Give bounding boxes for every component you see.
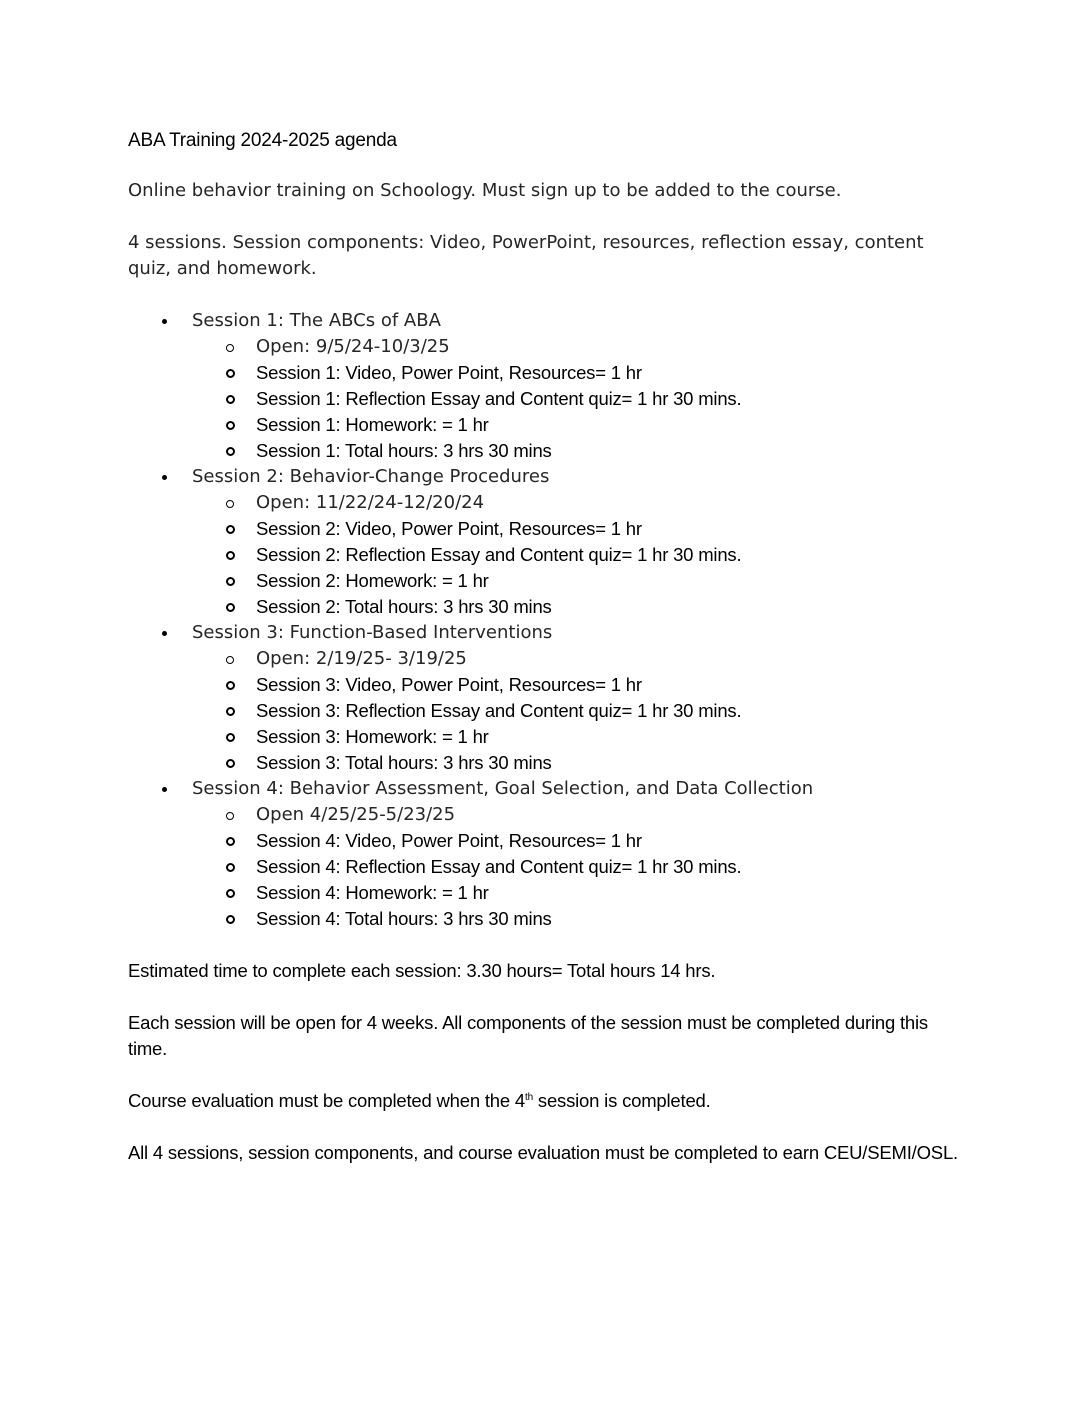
session-heading-text: Session 2: Behavior-Change Procedures [192, 466, 550, 487]
document-page [128, 126, 968, 1166]
circle-bullet-icon [226, 395, 235, 404]
session-item [256, 724, 968, 750]
circle-bullet-icon [226, 447, 235, 456]
session-item-text: Session 4: Video, Power Point, Resources= 1 hr [256, 830, 642, 851]
circle-bullet-icon [226, 551, 235, 560]
session-details [192, 334, 968, 464]
session-item-text: Session 1: Total hours: 3 hrs 30 mins [256, 440, 552, 461]
session-item-text: Session 4: Reflection Essay and Content quiz= 1 hr 30 mins. [256, 856, 742, 877]
session-heading-text: Session 4: Behavior Assessment, Goal Selection, and Data Collection [192, 778, 814, 799]
session-item [256, 594, 968, 620]
circle-bullet-icon [226, 525, 235, 534]
circle-bullet-icon [226, 915, 235, 924]
circle-bullet-icon [226, 656, 234, 664]
session-item [256, 672, 968, 698]
session-heading-text: Session 1: The ABCs of ABA [192, 310, 441, 331]
circle-bullet-icon [226, 603, 235, 612]
open-dates-text: Open: 2/19/25- 3/19/25 [256, 648, 467, 669]
circle-bullet-icon [226, 812, 234, 820]
session-duration-note: Each session will be open for 4 weeks. All components of the session must be completed during this time. [128, 1012, 928, 1059]
session-item-text: Session 3: Total hours: 3 hrs 30 mins [256, 752, 552, 773]
session-list [128, 308, 968, 932]
session-item-text: Session 2: Video, Power Point, Resources= 1 hr [256, 518, 642, 539]
session-details [192, 646, 968, 776]
session-item-text: Session 1: Reflection Essay and Content quiz= 1 hr 30 mins. [256, 388, 742, 409]
intro-components: 4 sessions. Session components: Video, PowerPoint, resources, reflection essay, content quiz, and homework. [128, 232, 924, 279]
session-item [256, 750, 968, 776]
session-open-dates [256, 646, 968, 672]
circle-bullet-icon [226, 369, 235, 378]
circle-bullet-icon [226, 681, 235, 690]
course-evaluation-note [128, 1088, 968, 1114]
session-heading [192, 776, 968, 802]
session-item [256, 516, 968, 542]
intro-schoology: Online behavior training on Schoology. Must sign up to be added to the course. [128, 180, 842, 201]
circle-bullet-icon [226, 577, 235, 586]
session-heading [192, 308, 968, 334]
session-item [256, 438, 968, 464]
session-item [256, 412, 968, 438]
circle-bullet-icon [226, 421, 235, 430]
session-item-text: Session 2: Reflection Essay and Content quiz= 1 hr 30 mins. [256, 544, 742, 565]
circle-bullet-icon [226, 733, 235, 742]
session-item-text: Session 1: Homework: = 1 hr [256, 414, 489, 435]
completion-requirement-note: All 4 sessions, session components, and course evaluation must be completed to earn CEU/SEMI/OSL. [128, 1142, 958, 1163]
session-item [256, 854, 968, 880]
bullet-dot-icon [162, 631, 167, 636]
open-dates-text: Open 4/25/25-5/23/25 [256, 804, 456, 825]
evaluation-text-before: Course evaluation must be completed when the 4 [128, 1090, 526, 1111]
ordinal-superscript: th [525, 1092, 533, 1103]
session-item [256, 360, 968, 386]
open-dates-text: Open: 11/22/24-12/20/24 [256, 492, 485, 513]
session-item [256, 828, 968, 854]
session-item [256, 542, 968, 568]
estimated-time-note: Estimated time to complete each session: 3.30 hours= Total hours 14 hrs. [128, 960, 716, 981]
circle-bullet-icon [226, 837, 235, 846]
circle-bullet-icon [226, 759, 235, 768]
session-heading [192, 620, 968, 646]
circle-bullet-icon [226, 889, 235, 898]
session-item [256, 568, 968, 594]
session-open-dates [256, 490, 968, 516]
session-details [192, 490, 968, 620]
session-1 [128, 308, 968, 464]
session-details [192, 802, 968, 932]
session-item [256, 906, 968, 932]
document-title: ABA Training 2024-2025 agenda [128, 130, 397, 151]
open-dates-text: Open: 9/5/24-10/3/25 [256, 336, 450, 357]
session-3 [128, 620, 968, 776]
session-item-text: Session 2: Total hours: 3 hrs 30 mins [256, 596, 552, 617]
session-open-dates [256, 802, 968, 828]
session-item-text: Session 2: Homework: = 1 hr [256, 570, 489, 591]
session-heading [192, 464, 968, 490]
session-item-text: Session 3: Homework: = 1 hr [256, 726, 489, 747]
session-item [256, 698, 968, 724]
circle-bullet-icon [226, 500, 234, 508]
evaluation-text-after: session is completed. [532, 1090, 711, 1111]
session-item-text: Session 3: Video, Power Point, Resources= 1 hr [256, 674, 642, 695]
session-item-text: Session 4: Homework: = 1 hr [256, 882, 489, 903]
session-heading-text: Session 3: Function-Based Interventions [192, 622, 553, 643]
session-item [256, 386, 968, 412]
session-item [256, 880, 968, 906]
bullet-dot-icon [162, 475, 167, 480]
session-item-text: Session 3: Reflection Essay and Content quiz= 1 hr 30 mins. [256, 700, 742, 721]
session-2 [128, 464, 968, 620]
session-open-dates [256, 334, 968, 360]
circle-bullet-icon [226, 863, 235, 872]
circle-bullet-icon [226, 344, 234, 352]
session-item-text: Session 1: Video, Power Point, Resources= 1 hr [256, 362, 642, 383]
circle-bullet-icon [226, 707, 235, 716]
session-item-text: Session 4: Total hours: 3 hrs 30 mins [256, 908, 552, 929]
bullet-dot-icon [162, 319, 167, 324]
session-4 [128, 776, 968, 932]
bullet-dot-icon [162, 787, 167, 792]
